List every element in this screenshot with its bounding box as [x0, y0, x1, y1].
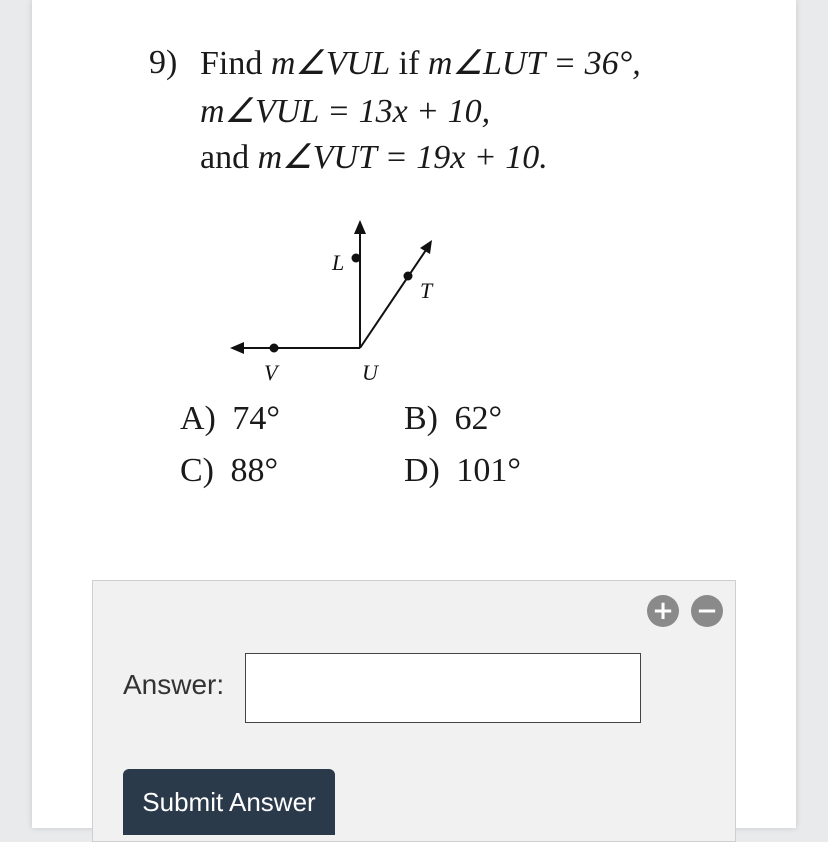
answer-label: Answer: — [123, 669, 225, 700]
choice-d-label: D) — [404, 452, 440, 489]
problem-image — [32, 0, 796, 560]
label-t: T — [420, 278, 433, 303]
choice-b-label: B) — [404, 400, 438, 437]
choice-d-value: 101° — [456, 452, 521, 489]
question-line-2 — [200, 92, 490, 132]
plus-icon: + — [652, 596, 674, 626]
given-angle-lut: m∠LUT = 36°, — [427, 45, 641, 82]
and-word: and — [200, 139, 250, 176]
point-l — [352, 254, 361, 263]
choice-c-value: 88° — [230, 452, 279, 489]
label-l: L — [332, 250, 345, 275]
arrow-left-icon — [230, 342, 244, 354]
point-v — [270, 344, 279, 353]
angle-figure — [182, 210, 462, 390]
answer-panel — [92, 580, 736, 842]
ray-ut — [360, 250, 426, 348]
label-u: U — [362, 360, 378, 385]
submit-answer-button[interactable]: Submit Answer — [123, 769, 335, 835]
given-angle-vut: m∠VUT = 19x + 10. — [257, 139, 548, 176]
choice-c — [180, 452, 278, 490]
choice-a — [180, 400, 280, 438]
choice-d — [404, 452, 521, 490]
arrow-up-icon — [354, 220, 366, 234]
label-v: V — [264, 360, 278, 385]
question-line-1 — [200, 44, 641, 84]
choice-b — [404, 400, 502, 438]
arrow-diagonal-icon — [420, 240, 432, 254]
choice-c-label: C) — [180, 452, 214, 489]
choice-a-label: A) — [180, 400, 216, 437]
page-card — [32, 0, 796, 828]
if-word: if — [398, 45, 420, 82]
question-line-3 — [200, 138, 548, 178]
answer-input[interactable] — [245, 653, 641, 723]
zoom-in-button[interactable] — [647, 595, 679, 627]
zoom-out-button[interactable] — [691, 595, 723, 627]
find-word: Find — [200, 45, 263, 82]
given-angle-vul: m∠VUL = 13x + 10, — [200, 93, 491, 130]
choice-b-value: 62° — [454, 400, 503, 437]
target-angle: m∠VUL — [270, 45, 391, 82]
point-t — [404, 272, 413, 281]
minus-icon: − — [696, 596, 718, 626]
question-number: 9) — [149, 44, 178, 81]
choice-a-value: 74° — [232, 400, 280, 437]
